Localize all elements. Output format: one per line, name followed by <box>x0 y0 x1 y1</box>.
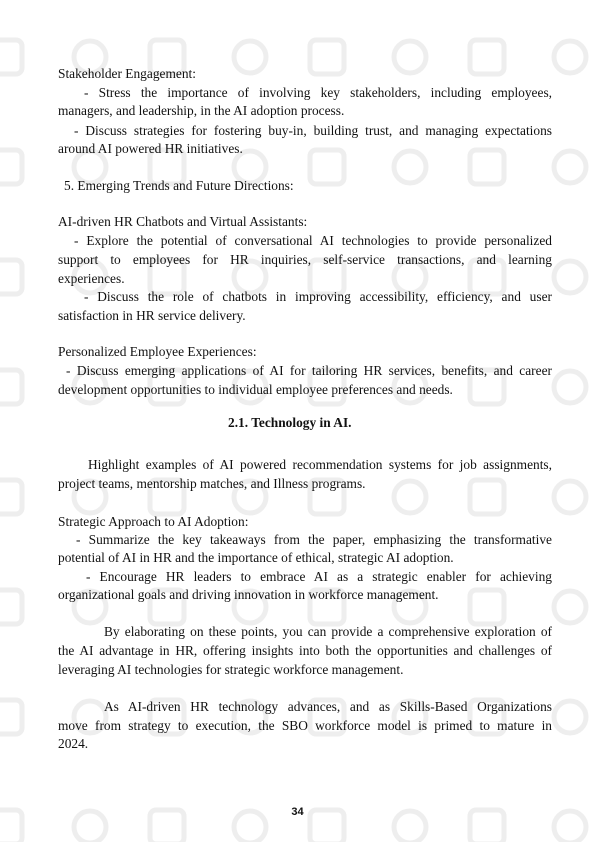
text-line: By elaborating on these points, you can provide a comprehensive exploration of <box>104 624 552 639</box>
bullet-line: - Discuss strategies for fostering buy-in, building trust, and managing expectations <box>74 123 552 138</box>
page-number: 34 <box>291 806 304 818</box>
bullet-line: - Explore the potential of conversational AI technologies to provide personalized <box>74 233 552 248</box>
text-line: leveraging AI technologies for strategic workforce management. <box>58 662 404 677</box>
bullet-line: - Stress the importance of involving key stakeholders, including employees, <box>84 85 552 100</box>
text-line: project teams, mentorship matches, and Illness programs. <box>58 476 366 491</box>
subheading-stakeholder-engagement: Stakeholder Engagement: <box>58 66 196 81</box>
text-line: organizational goals and driving innovation in workforce management. <box>58 587 439 602</box>
subheading-personalized-experiences: Personalized Employee Experiences: <box>58 344 257 359</box>
text-line: around AI powered HR initiatives. <box>58 141 243 156</box>
text-line: As AI-driven HR technology advances, and as Skills-Based Organizations <box>104 699 552 714</box>
text-line: 2024. <box>58 736 89 751</box>
text-line: the AI advantage in HR, offering insights into both the opportunities and challenges of <box>58 643 552 658</box>
section-heading-technology-in-ai: 2.1. Technology in AI. <box>228 415 352 430</box>
text-line: satisfaction in HR service delivery. <box>58 308 246 323</box>
text-line: support to employees for HR inquiries, self-service transactions, and learning <box>58 252 552 267</box>
text-line: Highlight examples of AI powered recommendation systems for job assignments, <box>88 457 552 472</box>
bullet-line: - Discuss the role of chatbots in improving accessibility, efficiency, and user <box>84 289 552 304</box>
text-line: development opportunities to individual employee preferences and needs. <box>58 382 453 397</box>
bullet-line: - Encourage HR leaders to embrace AI as a strategic enabler for achieving <box>86 569 552 584</box>
subheading-chatbots: AI-driven HR Chatbots and Virtual Assistants: <box>58 214 308 229</box>
bullet-line: - Discuss emerging applications of AI for tailoring HR services, benefits, and career <box>66 363 552 378</box>
text-line: potential of AI in HR and the importance of ethical, strategic AI adoption. <box>58 550 454 565</box>
subheading-strategic-approach: Strategic Approach to AI Adoption: <box>58 514 249 529</box>
section-heading-emerging-trends: 5. Emerging Trends and Future Directions: <box>64 178 294 193</box>
text-line: managers, and leadership, in the AI adoption process. <box>58 103 345 118</box>
text-line: move from strategy to execution, the SBO workforce model is primed to mature in <box>58 718 552 733</box>
bullet-line: - Summarize the key takeaways from the paper, emphasizing the transformative <box>76 532 552 547</box>
text-line: experiences. <box>58 271 125 286</box>
